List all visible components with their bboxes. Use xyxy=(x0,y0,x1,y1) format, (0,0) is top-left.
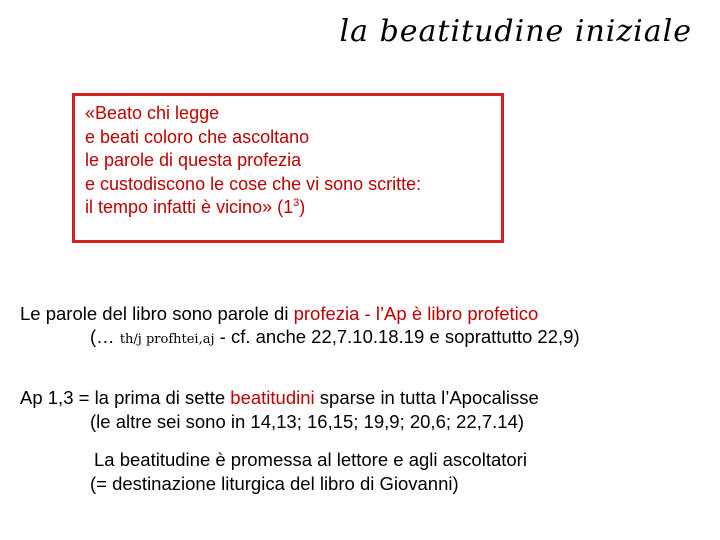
para2-line3: La beatitudine è promessa al lettore e agli ascoltatori xyxy=(94,449,527,470)
para1-text: Le parole del libro sono parole di xyxy=(20,303,294,324)
para2-line1 xyxy=(20,386,539,409)
greek-phrase: th/j profhtei,aj xyxy=(119,332,215,347)
para2-line2: (le altre sei sono in 14,13; 16,15; 19,9; 20,6; 22,7.14) xyxy=(90,411,525,432)
para2-line4: (= destinazione liturgica del libro di Giovanni) xyxy=(90,473,459,494)
quote-ref-superscript: 3 xyxy=(293,197,300,209)
quote-line-5-text: il tempo infatti è vicino» (1 xyxy=(85,197,294,217)
quote-line-1: «Beato chi legge xyxy=(85,103,220,123)
para2-highlight: beatitudini xyxy=(230,387,315,408)
quote-line-4: e custodiscono le cose che vi sono scritte: xyxy=(85,173,422,194)
quote-line-3: le parole di questa profezia xyxy=(85,150,302,170)
para2-post: sparse in tutta l’Apocalisse xyxy=(314,387,539,408)
quote-line-5 xyxy=(85,196,495,220)
para1-line2 xyxy=(90,325,580,351)
para2-pre: Ap 1,3 = la prima di sette xyxy=(20,387,231,408)
quote-ref-close: ) xyxy=(299,197,306,217)
para1-line2-post: - cf. anche 22,7.10.18.19 e soprattutto 22,9) xyxy=(214,326,580,347)
quote-box xyxy=(72,93,504,243)
para1-line2-pre: (… xyxy=(90,326,120,347)
para1-highlight: profezia - l’Ap è libro profetico xyxy=(293,303,539,324)
para1-line1 xyxy=(20,302,538,325)
quote-line-2: e beati coloro che ascoltano xyxy=(85,126,310,147)
slide-title: la beatitudine iniziale xyxy=(339,14,692,49)
